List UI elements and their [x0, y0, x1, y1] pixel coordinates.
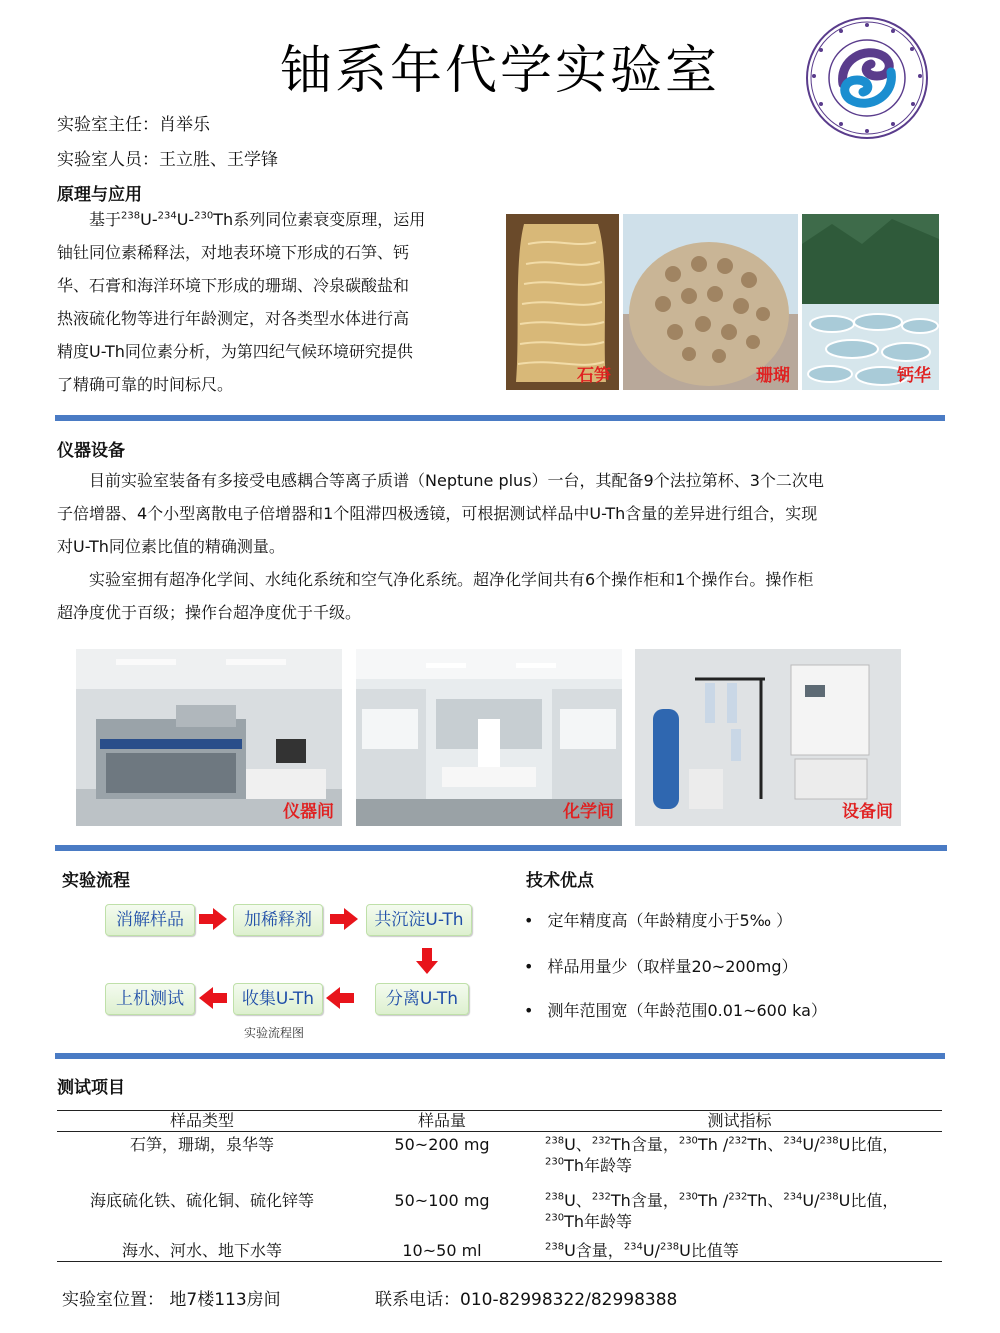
flow-step-digest: 消解样品 [105, 904, 195, 936]
arrow-left-icon [326, 987, 354, 1009]
contact-phone: 联系电话：010-82998322/82998388 [375, 1290, 678, 1310]
table-row [57, 1232, 942, 1262]
principle-text [57, 203, 477, 401]
principle-line-5: 精度U-Th同位素分析，为第四纪气候环境研究提供 [57, 342, 413, 361]
institute-logo [805, 16, 929, 140]
photo-caption-stalagmite: 石笋 [577, 366, 611, 386]
lab-location: 实验室位置： 地7楼113房间 [62, 1290, 281, 1310]
advantage-item: • 定年精度高（年龄精度小于5‰ ） [524, 911, 793, 930]
cell-sample-type: 海水、河水、地下水等 [57, 1232, 347, 1262]
stalagmite-photo [506, 214, 619, 390]
workflow-caption: 实验流程图 [244, 1026, 305, 1040]
photo-caption-coral: 珊瑚 [756, 366, 790, 386]
tests-heading: 测试项目 [57, 1078, 125, 1098]
column-header-sample-type: 样品类型 [57, 1111, 347, 1132]
flow-step-coprecipitate: 共沉淀U-Th [366, 904, 472, 936]
arrow-left-icon [199, 987, 227, 1009]
photo-caption-equipment-room: 设备间 [842, 802, 893, 822]
column-header-sample-amount: 样品量 [347, 1111, 537, 1132]
section-divider [55, 1053, 945, 1059]
principle-line-3: 华、石膏和海洋环境下形成的珊瑚、冷泉碳酸盐和 [57, 276, 410, 295]
equipment-p2-line-2: 超净度优于百级；操作台超净度优于千级。 [57, 603, 362, 622]
principle-line-4: 热液硫化物等进行年龄测定，对各类型水体进行高 [57, 309, 410, 328]
advantage-item: • 样品用量少（取样量20~200mg） [524, 957, 798, 976]
cell-sample-type: 石笋，珊瑚，泉华等 [129, 1135, 274, 1154]
cell-indicators: $^{238}$U含量，$^{234}$U/$^{238}$U比值等 [537, 1232, 942, 1262]
equipment-p1-line-1: 目前实验室装备有多接受电感耦合等离子质谱（Neptune plus）一台，其配备9个法拉第杯、3个二次电 [89, 471, 824, 490]
cell-sample-amount: 10~50 ml [347, 1232, 537, 1262]
table-header-row [57, 1111, 942, 1132]
cell-sample-amount: 50~200 mg [394, 1135, 490, 1154]
photo-caption-chemistry-room: 化学间 [563, 802, 614, 822]
arrow-right-icon [330, 908, 358, 930]
section-divider [55, 845, 947, 851]
staff-line: 实验室人员：王立胜、王学锋 [57, 150, 278, 170]
cell-sample-amount: 50~100 mg [394, 1191, 490, 1210]
principle-line-1: 基于$^{238}$U-$^{234}$U-$^{230}$Th系列同位素衰变原理，运用 [89, 210, 426, 229]
principle-line-2: 铀钍同位素稀释法，对地表环境下形成的石笋、钙 [57, 243, 410, 262]
cell-sample-type: 海底硫化铁、硫化铜、硫化锌等 [89, 1191, 314, 1210]
test-items-table [57, 1110, 942, 1262]
cell-indicators: $^{238}$U、$^{232}$Th含量，$^{230}$Th /$^{232}$Th、$^{234}$U/$^{238}$U比值， $^{230}$Th年龄等 [545, 1191, 899, 1231]
equipment-room-photo [635, 649, 901, 826]
table-row [57, 1132, 942, 1177]
flow-step-separate: 分离U-Th [375, 983, 469, 1015]
workflow-heading: 实验流程 [62, 871, 130, 891]
flow-step-spike: 加稀释剂 [233, 904, 323, 936]
page-title: 铀系年代学实验室 [279, 41, 720, 101]
advantage-item: • 测年范围宽（年龄范围0.01~600 ka） [524, 1001, 827, 1020]
equipment-p1-line-3: 对U-Th同位素比值的精确测量。 [57, 537, 285, 556]
equipment-p2-line-1: 实验室拥有超净化学间、水纯化系统和空气净化系统。超净化学间共有6个操作柜和1个操作台。操作柜 [89, 570, 814, 589]
flow-step-measure: 上机测试 [105, 983, 195, 1015]
principle-heading: 原理与应用 [57, 185, 142, 205]
instrument-room-photo [76, 649, 342, 826]
column-header-indicators: 测试指标 [537, 1111, 942, 1132]
photo-caption-travertine: 钙华 [897, 366, 931, 386]
arrow-down-icon [416, 948, 438, 974]
arrow-right-icon [199, 908, 227, 930]
table-row [57, 1176, 942, 1232]
equipment-p1-line-2: 子倍增器、4个小型离散电子倍增器和1个阻滞四极透镜，可根据测试样品中U-Th含量的差异进行组合，实现 [57, 504, 818, 523]
photo-caption-instrument-room: 仪器间 [283, 802, 334, 822]
travertine-photo [802, 214, 939, 390]
coral-photo [623, 214, 798, 390]
equipment-text [57, 464, 957, 629]
principle-line-6: 了精确可靠的时间标尺。 [57, 375, 234, 394]
chemistry-room-photo [356, 649, 622, 826]
director-line: 实验室主任：肖举乐 [57, 115, 210, 135]
flow-step-collect: 收集U-Th [233, 983, 323, 1015]
section-divider [55, 415, 945, 421]
cell-indicators: $^{238}$U、$^{232}$Th含量，$^{230}$Th /$^{232}$Th、$^{234}$U/$^{238}$U比值， $^{230}$Th年龄等 [545, 1135, 899, 1175]
equipment-heading: 仪器设备 [57, 441, 125, 461]
advantages-heading: 技术优点 [526, 871, 594, 891]
